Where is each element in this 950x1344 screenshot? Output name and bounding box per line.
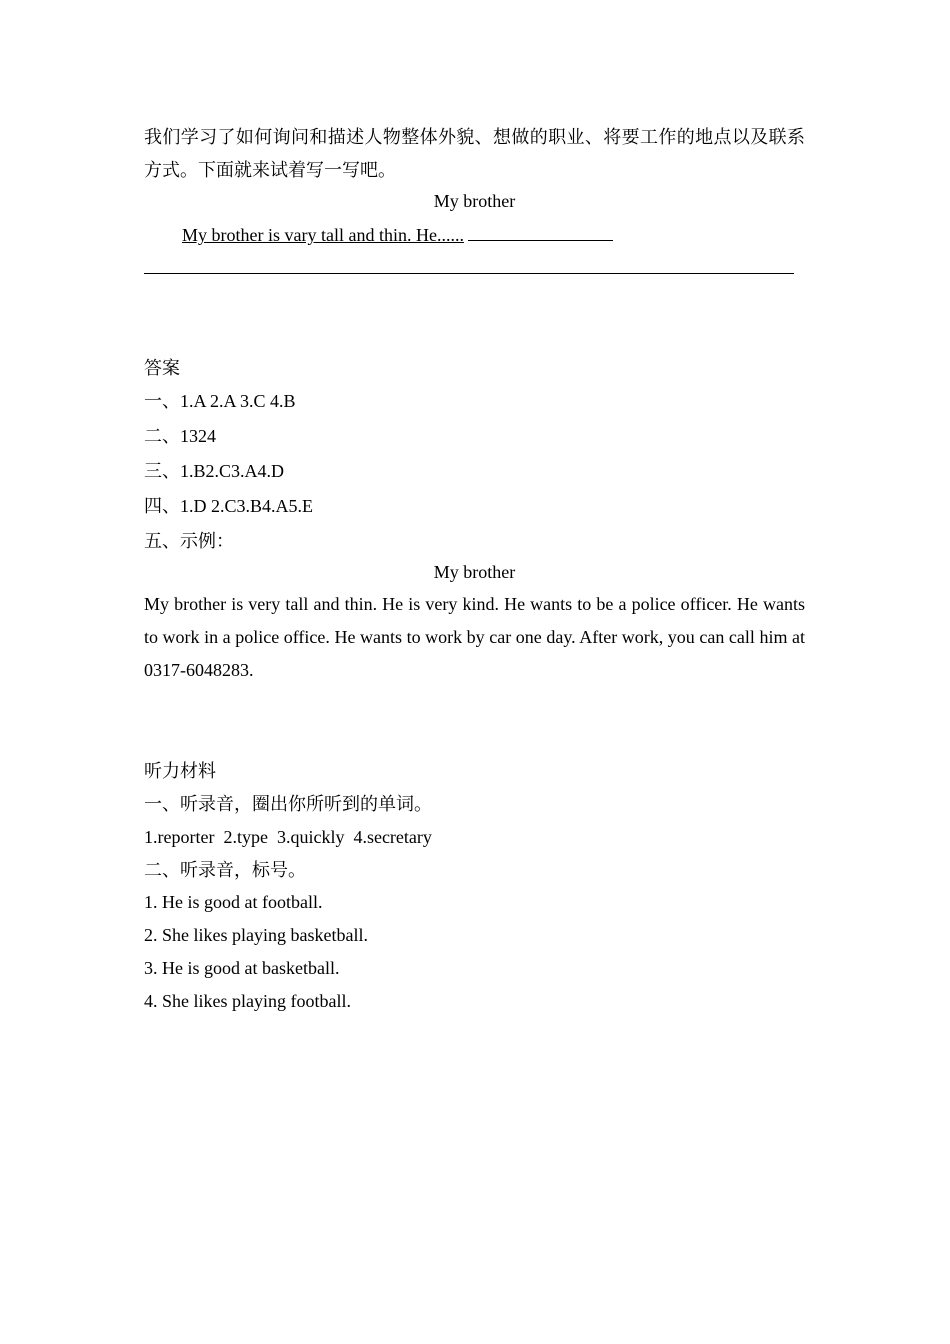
writing-starter-line	[144, 222, 805, 247]
listening-sentence-4: 4. She likes playing football.	[144, 991, 351, 1011]
answers-heading: 答案	[144, 358, 180, 378]
writing-blank	[468, 222, 613, 241]
writing-title: My brother	[433, 191, 516, 211]
listening-section-2-title: 二、听录音，标号。	[144, 860, 306, 880]
listening-heading: 听力材料	[144, 761, 216, 781]
listening-sentence-2: 2. She likes playing basketball.	[144, 925, 368, 945]
answer-part-3: 三、1.B2.C3.A4.D	[144, 461, 285, 481]
listening-section-1-words: 1.reporter 2.type 3.quickly 4.secretary	[144, 827, 432, 847]
writing-answer-line	[144, 273, 794, 274]
answer-part-4: 四、1.D 2.C3.B4.A5.E	[144, 496, 314, 516]
answer-part-2: 二、1324	[144, 426, 216, 446]
sample-title: My brother	[433, 562, 516, 582]
listening-section-1-title: 一、听录音，圈出你所听到的单词。	[144, 794, 432, 814]
sample-text: My brother is very tall and thin. He is very kind. He wants to be a police officer. He wants to work in a police office. He wants to work by car one day. After work, you can call him at 0317-6048283.	[144, 594, 805, 680]
answer-part-1: 一、1.A 2.A 3.C 4.B	[144, 391, 296, 411]
listening-sentence-3: 3. He is good at basketball.	[144, 958, 340, 978]
writing-starter: My brother is vary tall and thin. He......	[182, 225, 464, 245]
answer-part-5: 五、示例：	[144, 531, 234, 551]
listening-sentence-1: 1. He is good at football.	[144, 892, 323, 912]
writing-intro: 我们学习了如何询问和描述人物整体外貌、想做的职业、将要工作的地点以及联系方式。下面就来试着写一写吧。	[144, 127, 805, 180]
